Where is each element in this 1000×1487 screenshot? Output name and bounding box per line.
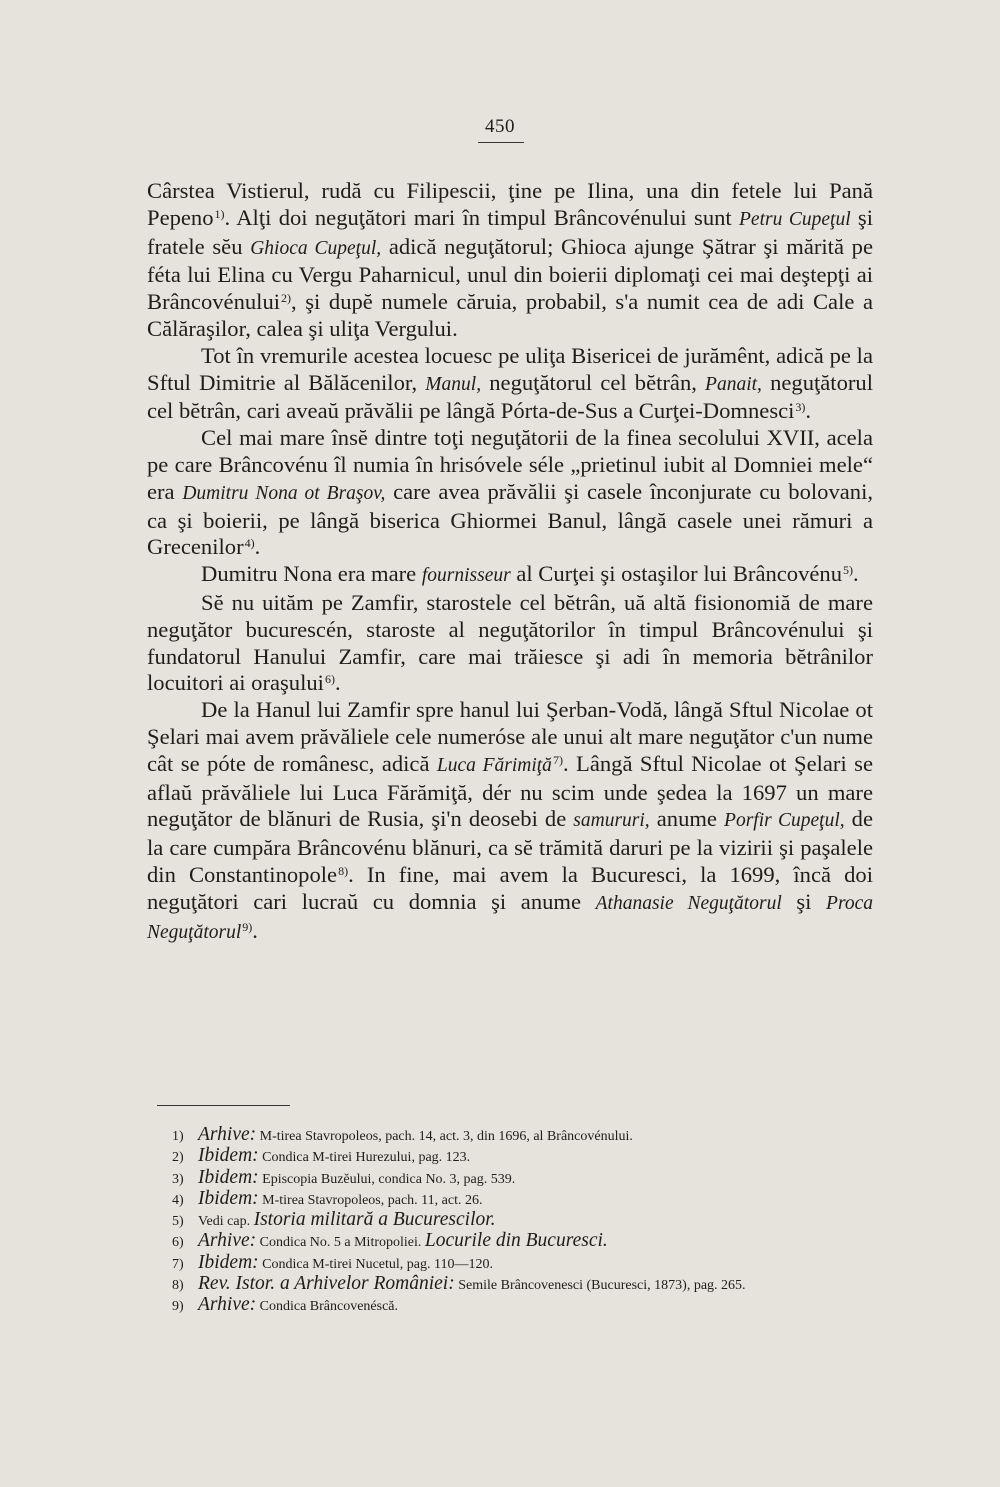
paragraph: [147, 697, 873, 946]
text-run: M-tirea Stavropoleos, pach. 14, act. 3, din 1696, al Brâncovénului.: [256, 1129, 633, 1144]
footnotes: [172, 1124, 898, 1317]
text-run: .: [853, 561, 859, 587]
text-run: şi: [781, 888, 827, 914]
text-run: Condica No. 5 a Mitropoliei.: [256, 1235, 425, 1251]
footnote-reference: 6): [324, 672, 335, 687]
page-number: 450: [485, 116, 515, 137]
text-run: .: [334, 670, 341, 696]
text-run: Vedi cap.: [198, 1214, 254, 1230]
text-run: Episcopia Buzĕului, condica No. 3, pag. 539.: [258, 1171, 516, 1187]
italic-text: Athanasie Neguţătorul: [595, 892, 782, 914]
italic-text: Ghioca Cupeţul,: [250, 237, 382, 259]
text-run: anume: [649, 806, 725, 832]
footnote-reference: 1): [214, 206, 225, 221]
paragraph: [147, 178, 873, 343]
text-run: .: [254, 534, 261, 560]
footnote-reference: 5): [843, 563, 854, 578]
text-run: adică neguţătorul; Ghioca ajunge Şătrar şi mărită pe féta lui Elina cu Vergu Paharnicul, unul din boierii diplomaţi cei mai deştepţi ai Brâncovénului: [147, 233, 873, 315]
text-run: Condica M-tirei Hurezului, pag. 123.: [258, 1150, 471, 1166]
footnote-marker: 2): [172, 1150, 184, 1166]
italic-text: Dumitru Nona ot Braşov,: [182, 482, 386, 504]
footnote-marker: 1): [172, 1129, 184, 1144]
italic-text: Petru Cupeţul: [739, 208, 851, 230]
italic-text: Arhive:: [198, 1230, 257, 1252]
paragraph: [147, 561, 873, 590]
text-run: şi fratele sĕu: [147, 204, 873, 259]
footnote-marker: 4): [172, 1192, 184, 1208]
text-run: Semile Brâncovenesci (Bucuresci, 1873), pag. 265.: [454, 1278, 746, 1294]
italic-text: Arhive:: [198, 1294, 257, 1316]
text-run: . In fine, mai avem la Bucuresci, la 1699, încă doi neguţători cari lucraŭ cu domnia şi anume: [147, 861, 873, 914]
footnote-item: [172, 1166, 898, 1189]
text-run: .: [252, 917, 258, 943]
footnote-reference: 7): [552, 752, 563, 767]
text-run: Condica M-tirei Nucetul, pag. 110—120.: [258, 1256, 493, 1272]
text-run: care avea prăvălii şi casele înconjurate cu bolovani, ca şi boierii, pe lângă biserica Ghiormei Banul, lângă casele unei rămuri a Grecenilor: [147, 478, 874, 560]
text-run: Cel mai mare însĕ dintre toţi neguţătorii de la finea secolului XVII, acela pe care Brâncovénu îl numia în hrisóvele séle „prietinul iubit al Domniei mele“ era: [147, 425, 873, 504]
footnote-reference: 3): [795, 400, 806, 415]
footnote-item: [172, 1209, 898, 1231]
paragraph: [147, 343, 873, 425]
italic-text: Istoria militară a Bucurescilor.: [253, 1209, 496, 1231]
footnote-item: [172, 1124, 898, 1146]
italic-text: Rev. Istor. a Arhivelor României:: [198, 1273, 455, 1295]
text-run: Tot în vremurile acestea locuesc pe uliţa Bisericei de jurămênt, adică pe la Sftul Dimitrie al Bălăcenilor,: [147, 342, 873, 395]
italic-text: Ibidem:: [198, 1251, 259, 1273]
text-run: M-tirea Stavropoleos, pach. 11, act. 26.: [258, 1192, 483, 1208]
italic-text: samururi,: [573, 810, 650, 832]
footnote-reference: 9): [242, 919, 253, 934]
footnote-item: [172, 1230, 898, 1252]
italic-text: Panait,: [705, 373, 762, 395]
footnote-marker: 6): [172, 1235, 184, 1251]
italic-text: Ibidem:: [198, 1166, 259, 1188]
footnote-marker: 9): [172, 1299, 184, 1315]
footnote-separator: [157, 1105, 290, 1106]
main-text: [147, 178, 873, 946]
italic-text: Ibidem:: [198, 1145, 259, 1167]
footnote-marker: 3): [172, 1171, 184, 1187]
footnote-marker: 7): [172, 1256, 184, 1272]
paragraph: [147, 425, 873, 561]
text-run: de la care cumpăra Brâncovénu blănuri, ca sĕ trămită daruri pe la vizirii şi paşalele din Constantinopole: [147, 806, 873, 887]
footnote-reference: 8): [338, 863, 349, 878]
page-number-underline: [478, 142, 524, 143]
footnote-item: [172, 1294, 898, 1316]
text-run: .: [805, 398, 812, 424]
footnote-marker: 8): [172, 1278, 184, 1294]
text-run: Sĕ nu uităm pe Zamfir, starostele cel bĕtrân, uă altă fisionomiă de mare neguţător bucurescén, staroste al neguţătorilor în timpul Brâncovénului şi fundatorul Hanului Zamfir, care mai trăiesce şi adi în memoria bĕtrânilor locuitori ai oraşului: [147, 589, 873, 696]
italic-text: Luca Fărimiţă: [436, 754, 552, 776]
text-run: , şi dupĕ numele căruia, probabil, s'a numit cea de adi Cale a Călăraşilor, calea şi uliţa Vergului.: [147, 289, 873, 341]
italic-text: fournisseur: [421, 565, 511, 587]
footnote-item: [172, 1187, 898, 1210]
text-run: Cârstea Vistierul, rudă cu Filipescii, ţine pe Ilina, una din fetele lui Pană Pepeno: [147, 178, 873, 230]
italic-text: Proca Neguţătorul: [147, 892, 873, 943]
text-run: neguţătorul cel bĕtrân,: [481, 369, 706, 395]
text-run: . Alţi doi neguţători mari în timpul Brâncovénului sunt: [224, 204, 739, 230]
footnote-item: [172, 1251, 898, 1274]
footnote-marker: 5): [172, 1214, 184, 1230]
footnote-item: [172, 1145, 898, 1167]
italic-text: Locurile din Bucuresci.: [424, 1230, 608, 1252]
paragraph: [147, 590, 873, 697]
text-run: neguţătorul cel bĕtrân, cari aveaŭ prăvălii pe lângă Pórta-de-Sus a Curţei-Domnesci: [147, 369, 873, 424]
footnote-item: [172, 1273, 898, 1295]
text-run: Condica Brâncovenéscă.: [256, 1299, 399, 1315]
text-run: Dumitru Nona era mare: [201, 561, 422, 587]
text-run: De la Hanul lui Zamfir spre hanul lui Şerban-Vodă, lângă Sftul Nicolae ot Şelari mai avem prăvăliele cele numeróse ale unui alt mare neguţător c'un nume cât se póte de românesc, adică: [147, 697, 873, 776]
italic-text: Arhive:: [198, 1124, 257, 1145]
text-run: . Lângă Sftul Nicolae ot Şelari se aflaŭ prăvăliele lui Luca Fărămiţă, dér nu scim unde şedea la 1697 un mare neguţător de blănuri de Rusia, şi'n deosebi de: [147, 750, 873, 832]
italic-text: Ibidem:: [198, 1187, 259, 1209]
footnote-reference: 4): [244, 536, 255, 551]
text-run: al Curţei şi ostaşilor lui Brâncovénu: [510, 561, 843, 587]
italic-text: Porfir Cupeţul,: [724, 810, 845, 832]
footnote-reference: 2): [281, 291, 292, 306]
italic-text: Manul,: [425, 373, 482, 395]
